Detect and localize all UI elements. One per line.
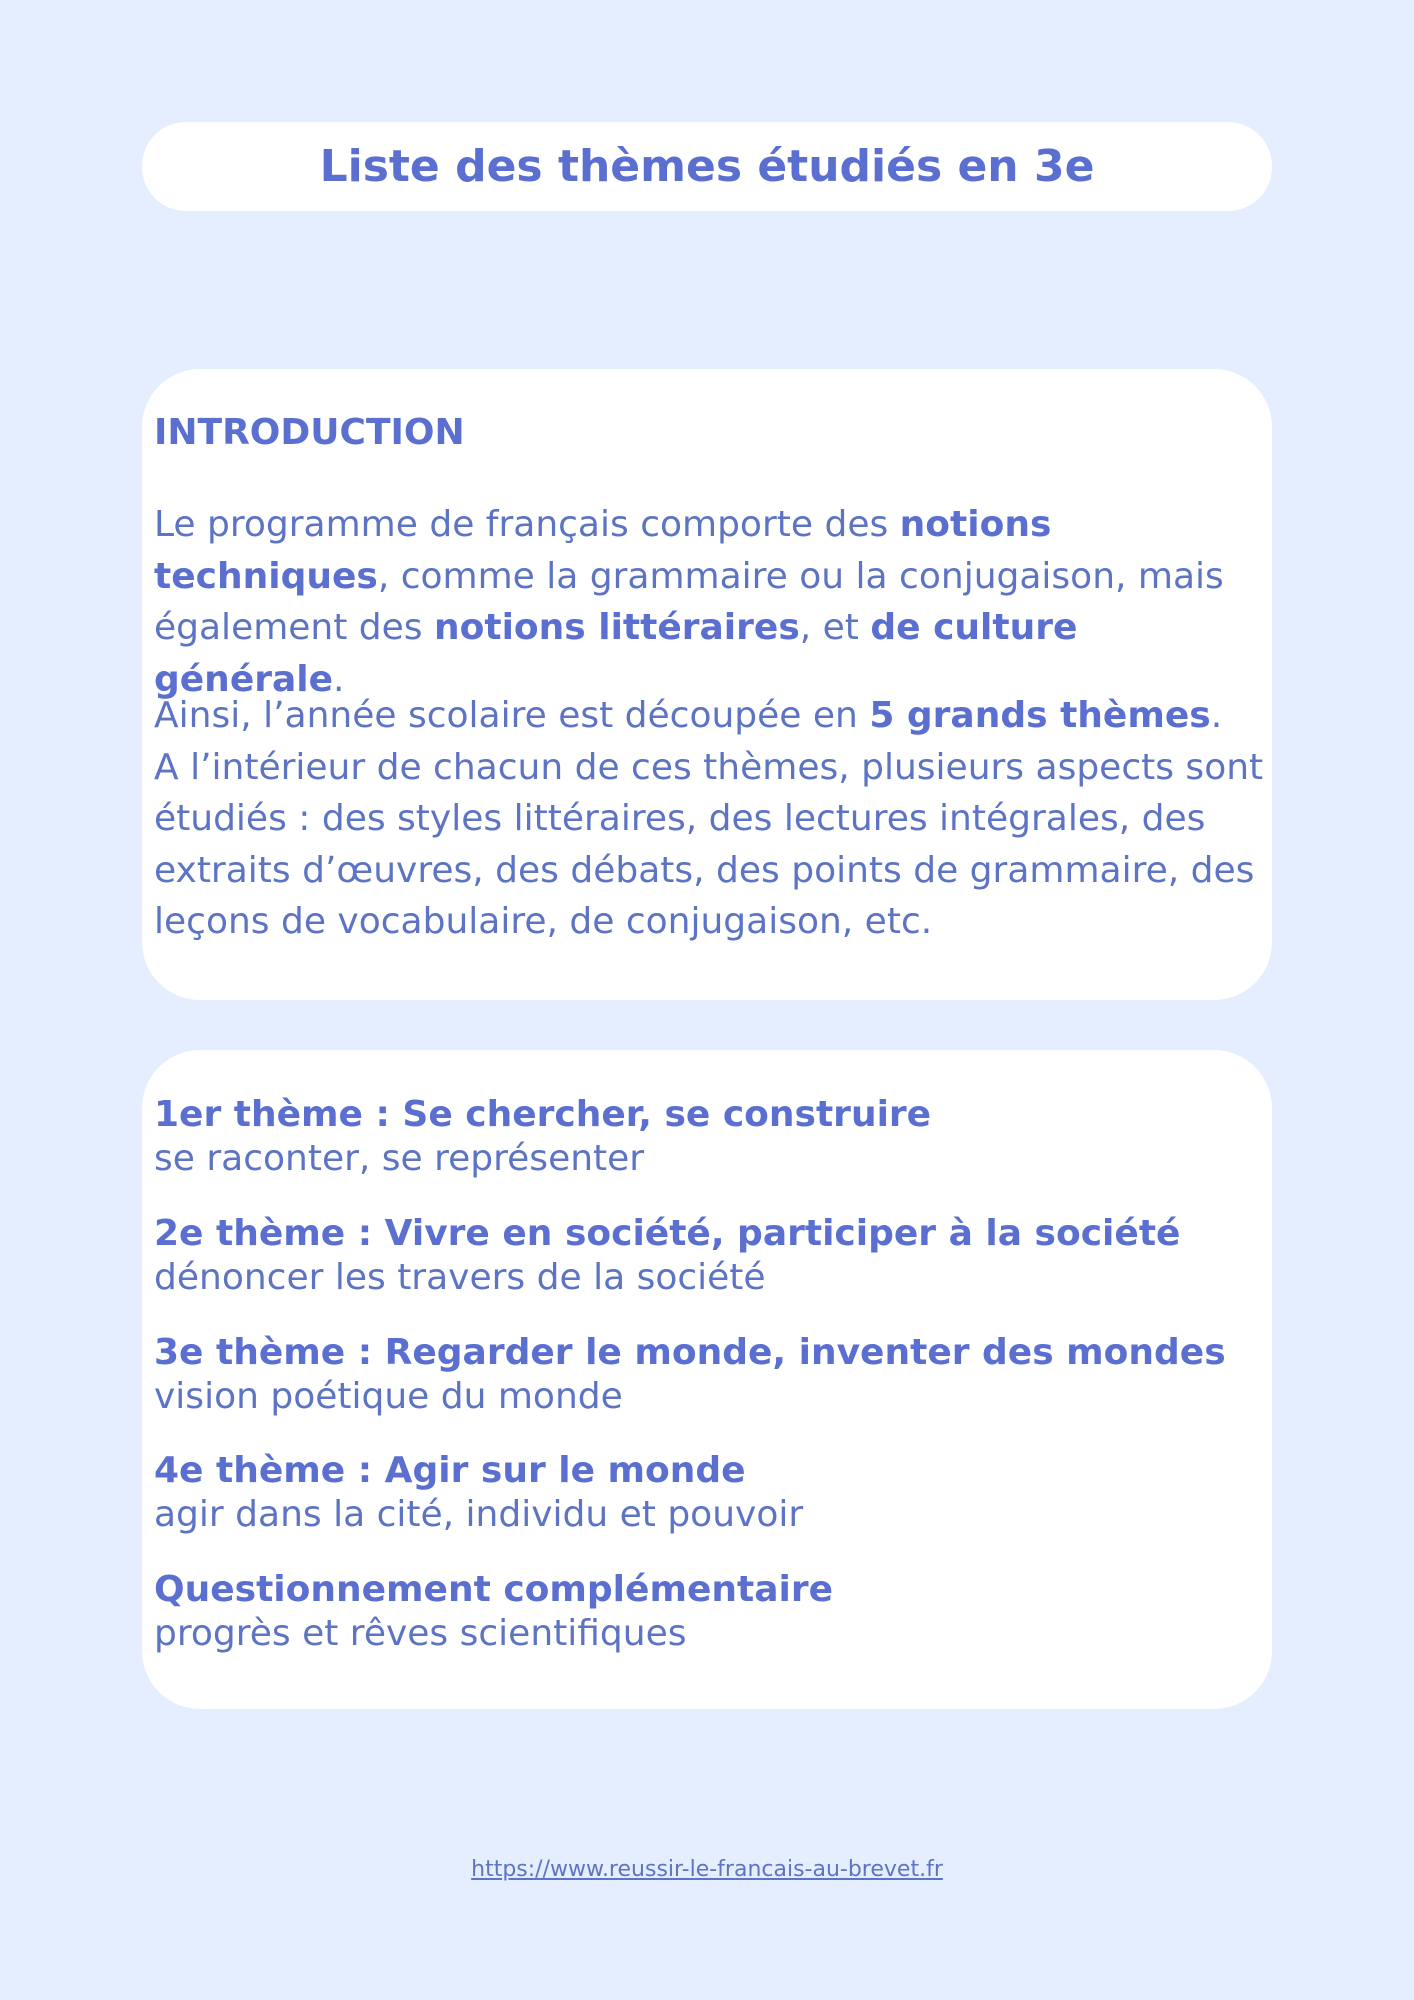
theme-title: 2e thème : Vivre en société, participer à la société [154,1213,1181,1254]
intro-p1-text-4: . [333,658,345,700]
introduction-paragraph-1 [154,499,1264,705]
intro-p1-text-1: Le programme de français comporte des [154,504,900,545]
title-card [142,122,1272,211]
themes-card [142,1050,1272,1709]
page-title: Liste des thèmes étudiés en 3e [319,141,1095,192]
theme-subtitle: vision poétique du monde [154,1376,623,1417]
theme-item-4 [154,1449,1264,1537]
theme-subtitle: progrès et rêves scientifiques [154,1613,687,1654]
intro-p1-bold-3: de culture générale [154,607,1078,700]
theme-title: 4e thème : Agir sur le monde [154,1450,746,1491]
theme-title: 1er thème : Se chercher, se construire [154,1094,932,1135]
introduction-paragraph-2 [154,690,1264,948]
theme-item-1 [154,1093,1264,1181]
theme-item-5 [154,1568,1264,1656]
intro-p1-bold-2: notions littéraires [434,607,800,648]
intro-p2-text-3: A l’intérieur de chacun de ces thèmes, plusieurs aspects sont étudiés : des styles littéraires, des lectures intégrales, des extraits d’œuvres, des débats, des points de grammaire, des leçons de vocabulaire, de conjugaison, etc. [154,746,1264,942]
theme-item-3 [154,1331,1264,1419]
theme-title: 3e thème : Regarder le monde, inventer des mondes [154,1332,1226,1373]
intro-p1-bold-1: notions techniques [154,504,1052,597]
theme-subtitle: se raconter, se représenter [154,1138,645,1179]
intro-p1-text-2: , comme la grammaire ou la conjugaison, mais également des [154,555,1224,648]
intro-p2-bold-1: 5 grands thèmes [869,695,1211,736]
theme-item-2 [154,1212,1264,1300]
theme-title: Questionnement complémentaire [154,1569,834,1610]
introduction-card [142,369,1272,1000]
footer-link[interactable]: https://www.reussir-le-francais-au-brevet.fr [471,1857,943,1882]
theme-subtitle: dénoncer les travers de la société [154,1257,766,1298]
theme-subtitle: agir dans la cité, individu et pouvoir [154,1494,804,1535]
introduction-heading: INTRODUCTION [154,412,465,453]
intro-p1-text-3: , et [799,607,871,648]
intro-p2-text-2: . [1210,695,1223,736]
intro-p2-text-1: Ainsi, l’année scolaire est découpée en [154,695,870,736]
